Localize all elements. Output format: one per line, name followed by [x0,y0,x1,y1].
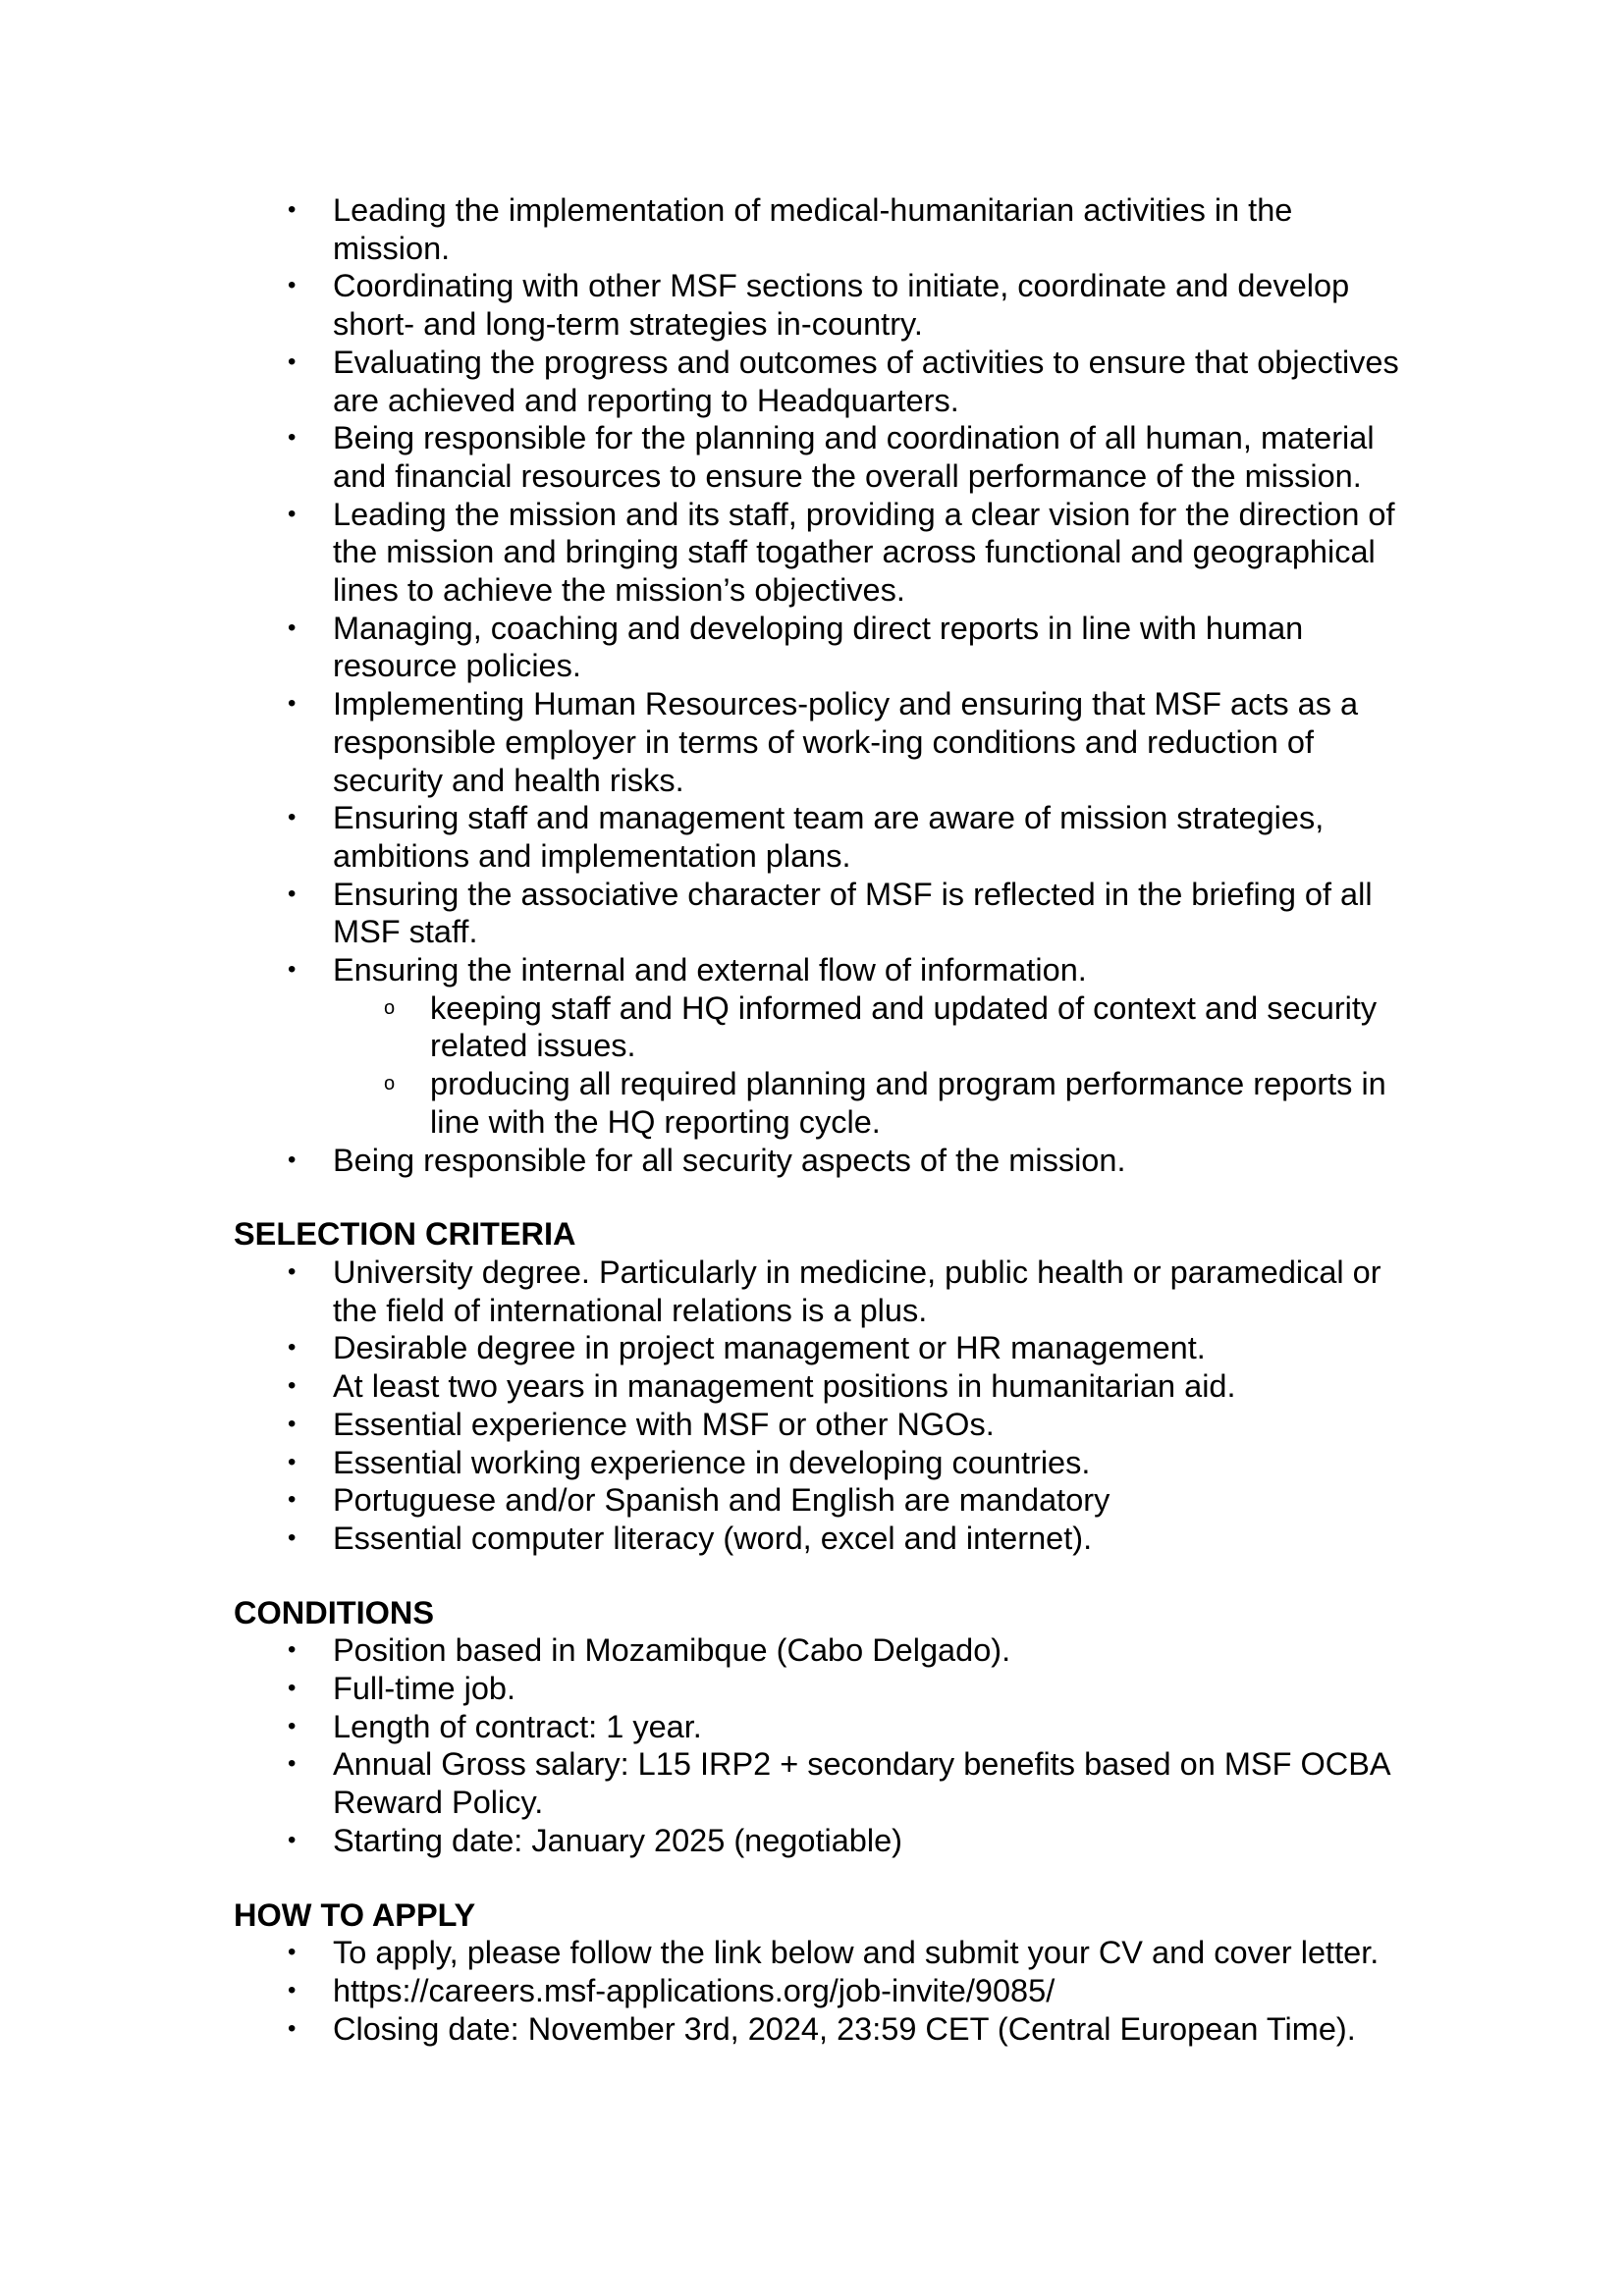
bullet-icon: • [288,1976,297,2003]
list-item-text: Portuguese and/or Spanish and English are mandatory [333,1482,1110,1519]
section-heading-selection-criteria: SELECTION CRITERIA [234,1216,576,1253]
conditions-list [234,1631,1412,1859]
bullet-icon: • [288,1372,297,1400]
list-item-text: Starting date: January 2025 (negotiable) [333,1822,902,1858]
list-item-text: Managing, coaching and developing direct reports in line with human resource policies. [333,610,1304,684]
list-item [234,1972,1412,2010]
list-item-text: Position based in Mozamibque (Cabo Delgado). [333,1632,1011,1669]
list-item-text: Closing date: November 3rd, 2024, 23:59 CET (Central European Time). [333,2010,1356,2047]
bullet-icon: • [288,1146,297,1173]
list-item [234,1631,1412,1670]
list-item-text: Ensuring staff and management team are aware of mission strategies, ambitions and implementation plans. [333,800,1325,874]
list-item [234,1444,1412,1482]
bullet-icon: • [288,690,297,718]
section-spacer [234,1179,1412,1215]
bullet-icon: • [288,614,297,641]
list-item-text: Implementing Human Resources-policy and ensuring that MSF acts as a responsible employer in terms of work-ing conditions and reduction of security and health risks. [333,686,1359,798]
bullet-icon: • [288,1826,297,1853]
bullet-icon: • [288,2014,297,2042]
sub-list-item-text: producing all required planning and program performance reports in line with the HQ reporting cycle. [430,1066,1386,1140]
responsibilities-list [234,191,1412,1179]
bullet-icon: • [288,1712,297,1739]
bullet-icon: • [288,500,297,527]
bullet-icon: • [288,347,297,375]
list-item-text: Ensuring the internal and external flow of information. [333,952,1087,988]
list-item [234,1142,1412,1180]
list-item-text: At least two years in management positions in humanitarian aid. [333,1368,1236,1405]
list-item-text: To apply, please follow the link below and submit your CV and cover letter. [333,1935,1380,1971]
bullet-icon: • [288,880,297,907]
list-item [234,685,1412,799]
list-item [234,1520,1412,1558]
list-item-text: University degree. Particularly in medicine, public health or paramedical or the field of international relations is a plus. [333,1254,1381,1328]
section-spacer [234,1860,1412,1896]
list-item-text: Essential computer literacy (word, excel and internet). [333,1520,1093,1556]
bullet-icon: • [288,956,297,984]
section-heading-how-to-apply: HOW TO APPLY [234,1896,476,1933]
list-item [234,1708,1412,1746]
section-heading-conditions: CONDITIONS [234,1594,435,1630]
list-item [234,1367,1412,1406]
list-item [234,496,1412,610]
bullet-icon: • [288,1523,297,1551]
list-item-text: Being responsible for all security aspects of the mission. [333,1142,1126,1178]
bullet-icon: • [288,1486,297,1514]
list-item-text: Desirable degree in project management or HR management. [333,1330,1206,1366]
list-item [234,344,1412,419]
list-item-text: Coordinating with other MSF sections to initiate, coordinate and develop short- and long-term strategies in-country. [333,268,1350,343]
selection-criteria-list [234,1254,1412,1558]
list-item [234,876,1412,951]
bullet-icon: • [288,804,297,831]
list-item [234,1745,1412,1821]
bullet-icon: • [288,1334,297,1362]
bullet-icon: • [288,196,297,223]
list-item [234,419,1412,495]
application-link[interactable]: https://careers.msf-applications.org/job-invite/9085/ [333,1972,1056,2008]
list-item [234,267,1412,343]
list-item [234,1406,1412,1444]
bullet-icon: • [288,1750,297,1778]
sub-list-item-text: keeping staff and HQ informed and updated of context and security related issues. [430,989,1378,1064]
list-item-text: Length of contract: 1 year. [333,1708,702,1744]
list-item [234,191,1412,267]
list-item [234,1329,1412,1367]
list-item [234,1822,1412,1860]
list-item [234,1254,1412,1329]
list-item-text: Evaluating the progress and outcomes of activities to ensure that objectives are achieved and reporting to Headquarters. [333,344,1399,418]
bullet-icon: • [288,424,297,452]
circle-bullet-icon: o [384,1073,396,1095]
list-item [234,1481,1412,1520]
list-item [234,610,1412,685]
list-item-text: Leading the mission and its staff, providing a clear vision for the direction of the mission and bringing staff togather across functional and geographical lines to achieve the mission’s objectives. [333,496,1395,609]
list-item [234,1934,1412,1972]
bullet-icon: • [288,1257,297,1285]
list-item [234,951,1412,1142]
bullet-icon: • [288,1636,297,1664]
bullet-icon: • [288,1675,297,1702]
bullet-icon: • [288,1410,297,1437]
list-item-text: Annual Gross salary: L15 IRP2 + secondary benefits based on MSF OCBA Reward Policy. [333,1746,1389,1821]
bullet-icon: • [288,272,297,299]
circle-bullet-icon: o [384,996,396,1019]
how-to-apply-list [234,1934,1412,2048]
section-spacer [234,1558,1412,1594]
list-item [234,2010,1412,2049]
sub-list-item [333,1065,1412,1141]
list-item [234,799,1412,875]
list-item-text: Full-time job. [333,1671,516,1707]
document-content [234,191,1412,2048]
list-item-text: Essential working experience in developing countries. [333,1444,1091,1480]
list-item-text: Being responsible for the planning and coordination of all human, material and financial resources to ensure the overall performance of the mission. [333,420,1375,494]
list-item-text: Ensuring the associative character of MSF is reflected in the briefing of all MSF staff. [333,876,1373,950]
list-item-text: Leading the implementation of medical-humanitarian activities in the mission. [333,192,1293,266]
sub-list-item [333,989,1412,1065]
list-item-text: Essential experience with MSF or other NGOs. [333,1406,995,1442]
bullet-icon: • [288,1939,297,1966]
bullet-icon: • [288,1448,297,1475]
list-item [234,1670,1412,1708]
sub-list [333,989,1412,1142]
